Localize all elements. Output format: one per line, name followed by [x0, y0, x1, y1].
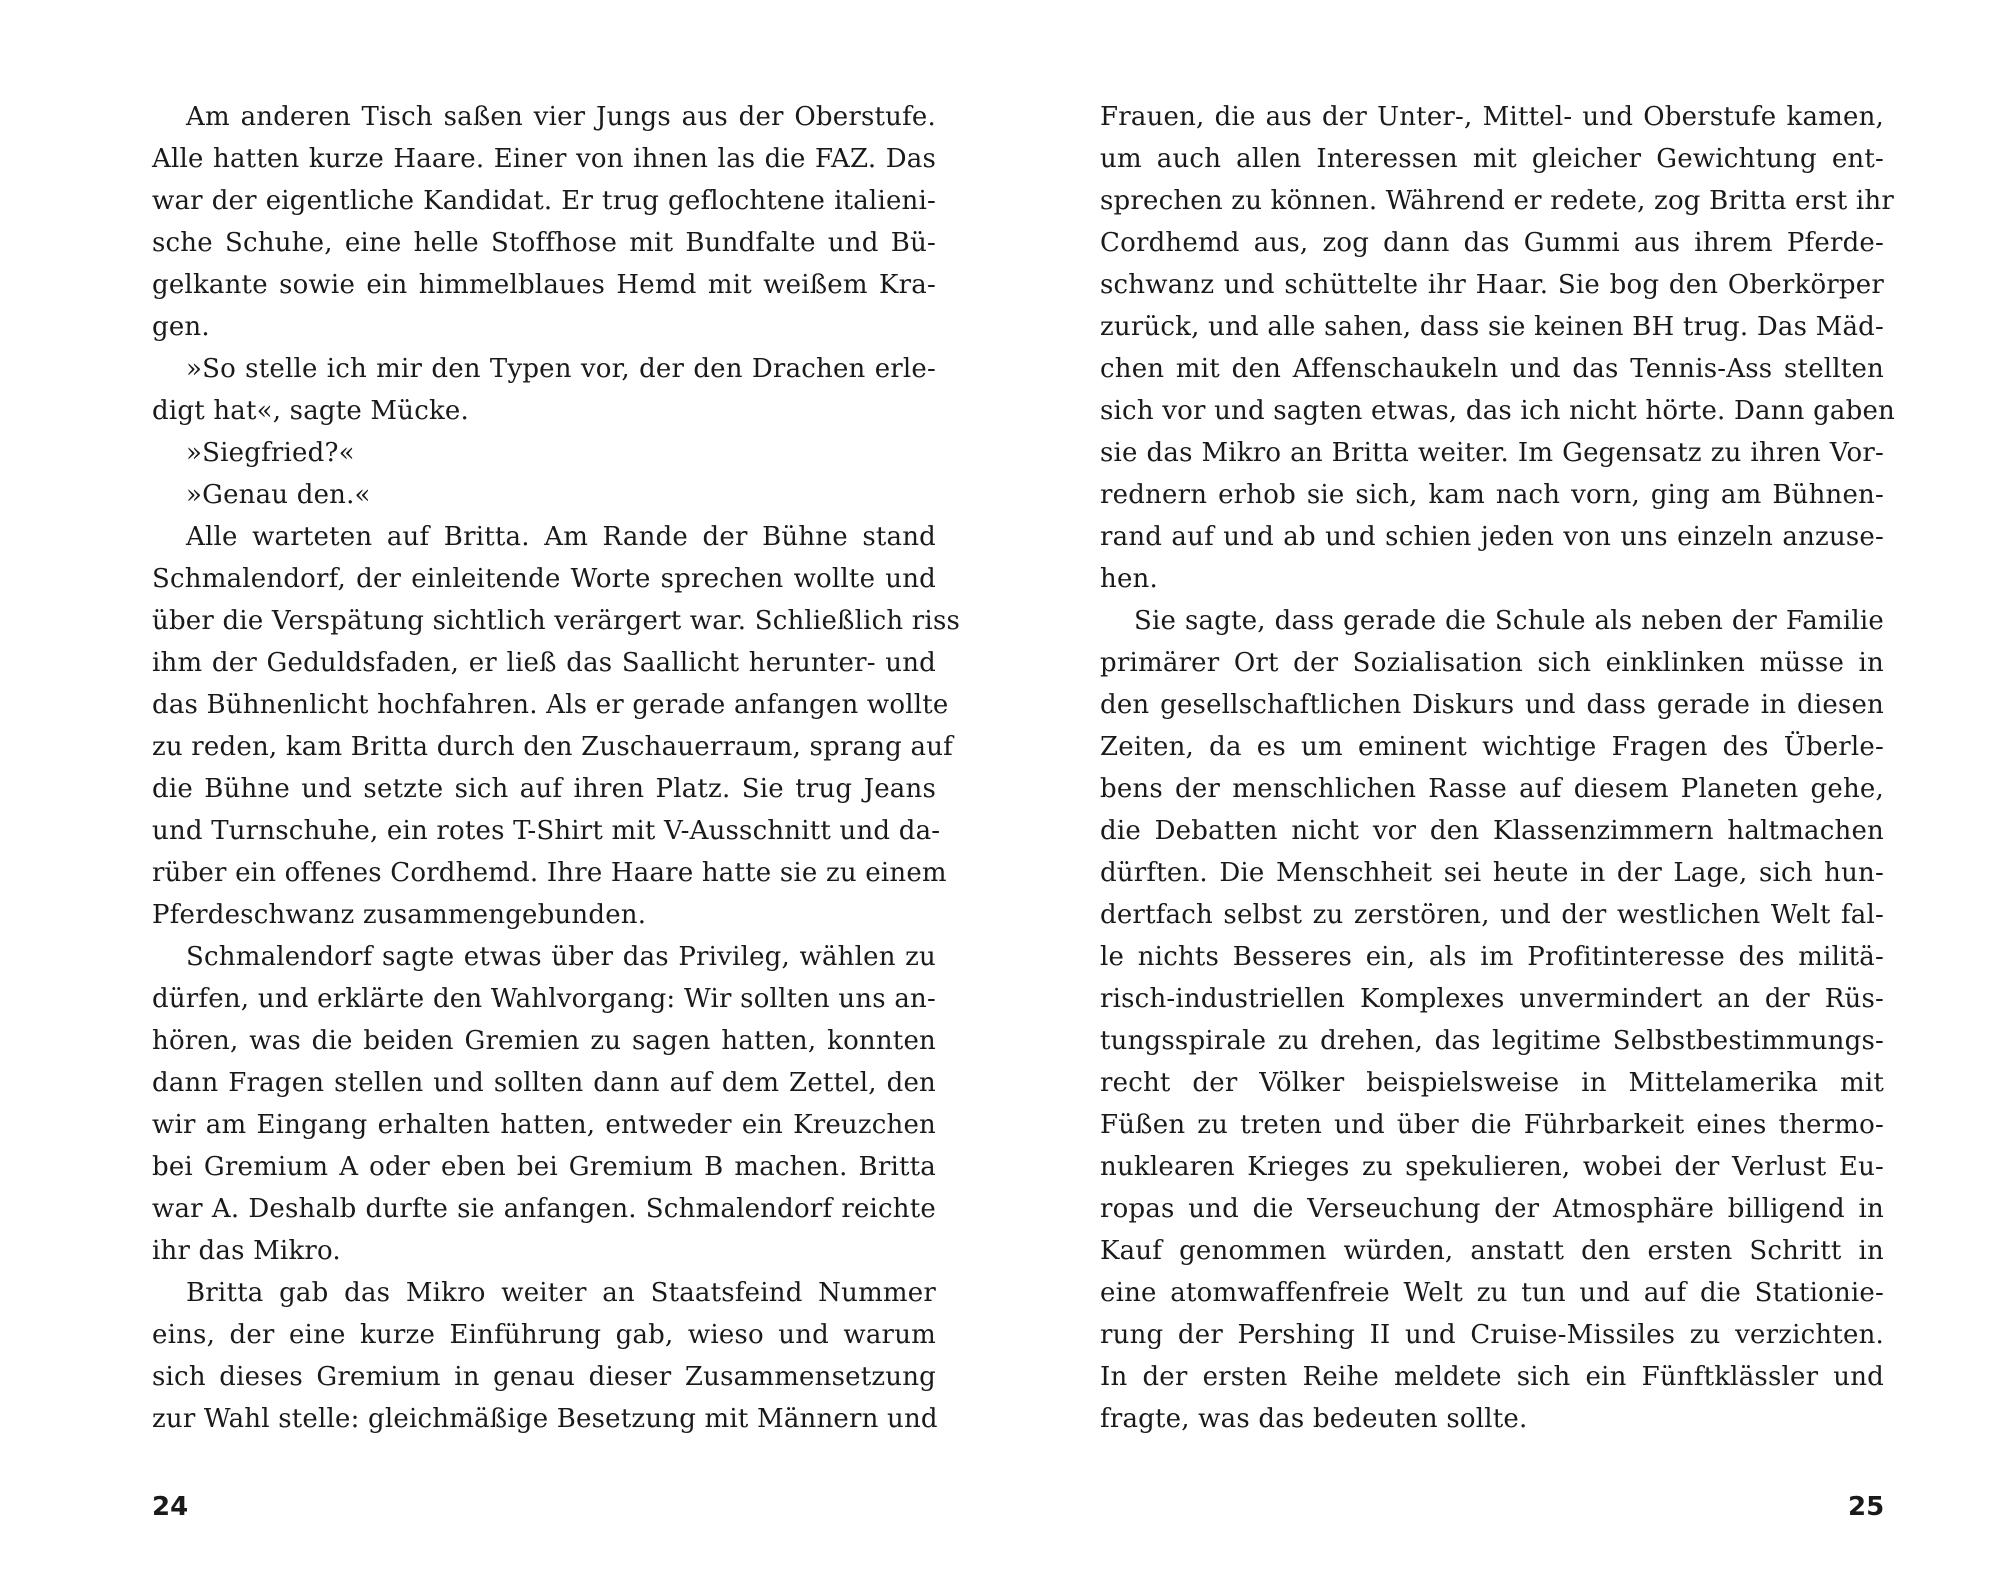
text-line: rung der Pershing II und Cruise-Missiles zu verzichten.: [1100, 1320, 1884, 1350]
text-line: sprechen zu können. Während er redete, zog Britta erst ihr: [1100, 186, 1894, 216]
text-line: In der ersten Reihe meldete sich ein Fünftklässler und: [1100, 1362, 1884, 1392]
text-line: Füßen zu treten und über die Führbarkeit eines thermo-: [1100, 1110, 1884, 1140]
text-line: bei Gremium A oder eben bei Gremium B machen. Britta: [152, 1152, 936, 1182]
text-line: sich dieses Gremium in genau dieser Zusammensetzung: [152, 1362, 936, 1392]
left-page-number: 24: [152, 1492, 189, 1522]
text-line: »Siegfried?«: [186, 438, 355, 468]
text-line: schwanz und schüttelte ihr Haar. Sie bog den Oberkörper: [1100, 270, 1884, 300]
text-line: zu reden, kam Britta durch den Zuschauerraum, sprang auf: [152, 732, 953, 762]
text-line: Britta gab das Mikro weiter an Staatsfeind Nummer: [186, 1278, 936, 1308]
text-line: ropas und die Verseuchung der Atmosphäre billigend in: [1100, 1194, 1884, 1224]
text-line: Kauf genommen würden, anstatt den ersten Schritt in: [1100, 1236, 1884, 1266]
text-line: zur Wahl stelle: gleichmäßige Besetzung mit Männern und: [152, 1404, 938, 1434]
right-page-number: 25: [1848, 1492, 1885, 1522]
text-line: eine atomwaffenfreie Welt zu tun und auf die Stationie-: [1100, 1278, 1884, 1308]
text-line: den gesellschaftlichen Diskurs und dass gerade in diesen: [1100, 690, 1884, 720]
text-line: Schmalendorf sagte etwas über das Privileg, wählen zu: [186, 942, 936, 972]
text-line: recht der Völker beispielsweise in Mittelamerika mit: [1100, 1068, 1884, 1098]
right-page-text: [1100, 96, 1895, 1440]
text-line: rüber ein offenes Cordhemd. Ihre Haare hatte sie zu einem: [152, 858, 947, 888]
text-line: Sie sagte, dass gerade die Schule als neben der Familie: [1134, 606, 1884, 636]
text-line: le nichts Besseres ein, als im Profitinteresse des militä-: [1100, 942, 1884, 972]
text-line: gelkante sowie ein himmelblaues Hemd mit weißem Kra-: [152, 270, 936, 300]
text-line: risch-industriellen Komplexes unvermindert an der Rüs-: [1100, 984, 1884, 1014]
text-line: ihm der Geduldsfaden, er ließ das Saallicht herunter- und: [152, 648, 936, 678]
text-line: sie das Mikro an Britta weiter. Im Gegensatz zu ihren Vor-: [1100, 438, 1884, 468]
text-line: zurück, und alle sahen, dass sie keinen BH trug. Das Mäd-: [1100, 312, 1884, 342]
text-line: Pferdeschwanz zusammengebunden.: [152, 900, 647, 930]
text-line: dürften. Die Menschheit sei heute in der Lage, sich hun-: [1100, 858, 1884, 888]
text-line: gen.: [152, 312, 210, 342]
text-line: und Turnschuhe, ein rotes T-Shirt mit V-Ausschnitt und da-: [152, 816, 941, 846]
text-line: war der eigentliche Kandidat. Er trug geflochtene italieni-: [152, 186, 936, 216]
text-line: Zeiten, da es um eminent wichtige Fragen des Überle-: [1100, 732, 1884, 762]
text-line: »So stelle ich mir den Typen vor, der den Drachen erle-: [186, 354, 936, 384]
text-line: das Bühnenlicht hochfahren. Als er gerade anfangen wollte: [152, 690, 949, 720]
text-line: dann Fragen stellen und sollten dann auf dem Zettel, den: [152, 1068, 936, 1098]
text-line: eins, der eine kurze Einführung gab, wieso und warum: [152, 1320, 936, 1350]
text-line: bens der menschlichen Rasse auf diesem Planeten gehe,: [1100, 774, 1884, 804]
text-line: Alle warteten auf Britta. Am Rande der Bühne stand: [186, 522, 936, 552]
text-line: über die Verspätung sichtlich verärgert war. Schließlich riss: [152, 606, 961, 636]
text-line: fragte, was das bedeuten sollte.: [1100, 1404, 1528, 1434]
text-line: chen mit den Affenschaukeln und das Tennis-Ass stellten: [1100, 354, 1884, 384]
text-line: die Bühne und setzte sich auf ihren Platz. Sie trug Jeans: [152, 774, 936, 804]
text-line: dürfen, und erklärte den Wahlvorgang: Wir sollten uns an-: [152, 984, 936, 1014]
text-line: sche Schuhe, eine helle Stoffhose mit Bundfalte und Bü-: [152, 228, 936, 258]
text-line: wir am Eingang erhalten hatten, entweder ein Kreuzchen: [152, 1110, 936, 1140]
text-line: war A. Deshalb durfte sie anfangen. Schmalendorf reichte: [152, 1194, 936, 1224]
text-line: Frauen, die aus der Unter-, Mittel- und Oberstufe kamen,: [1100, 102, 1884, 132]
text-line: ihr das Mikro.: [152, 1236, 341, 1266]
text-line: die Debatten nicht vor den Klassenzimmern haltmachen: [1100, 816, 1884, 846]
text-line: Schmalendorf, der einleitende Worte sprechen wollte und: [152, 564, 936, 594]
text-line: digt hat«, sagte Mücke.: [152, 396, 469, 426]
text-line: primärer Ort der Sozialisation sich einklinken müsse in: [1100, 648, 1884, 678]
text-line: sich vor und sagten etwas, das ich nicht hörte. Dann gaben: [1100, 396, 1895, 426]
text-line: dertfach selbst zu zerstören, und der westlichen Welt fal-: [1100, 900, 1884, 930]
text-line: hen.: [1100, 564, 1158, 594]
text-line: rednern erhob sie sich, kam nach vorn, ging am Bühnen-: [1100, 480, 1884, 510]
left-page-text: [152, 96, 961, 1440]
text-line: nuklearen Krieges zu spekulieren, wobei der Verlust Eu-: [1100, 1152, 1884, 1182]
text-line: tungsspirale zu drehen, das legitime Selbstbestimmungs-: [1100, 1026, 1884, 1056]
text-line: Cordhemd aus, zog dann das Gummi aus ihrem Pferde-: [1100, 228, 1884, 258]
text-line: rand auf und ab und schien jeden von uns einzeln anzuse-: [1100, 522, 1884, 552]
text-line: hören, was die beiden Gremien zu sagen hatten, konnten: [152, 1026, 936, 1056]
text-line: um auch allen Interessen mit gleicher Gewichtung ent-: [1100, 144, 1884, 174]
text-line: Am anderen Tisch saßen vier Jungs aus der Oberstufe.: [186, 102, 936, 132]
text-line: »Genau den.«: [186, 480, 371, 510]
text-line: Alle hatten kurze Haare. Einer von ihnen las die FAZ. Das: [152, 144, 936, 174]
